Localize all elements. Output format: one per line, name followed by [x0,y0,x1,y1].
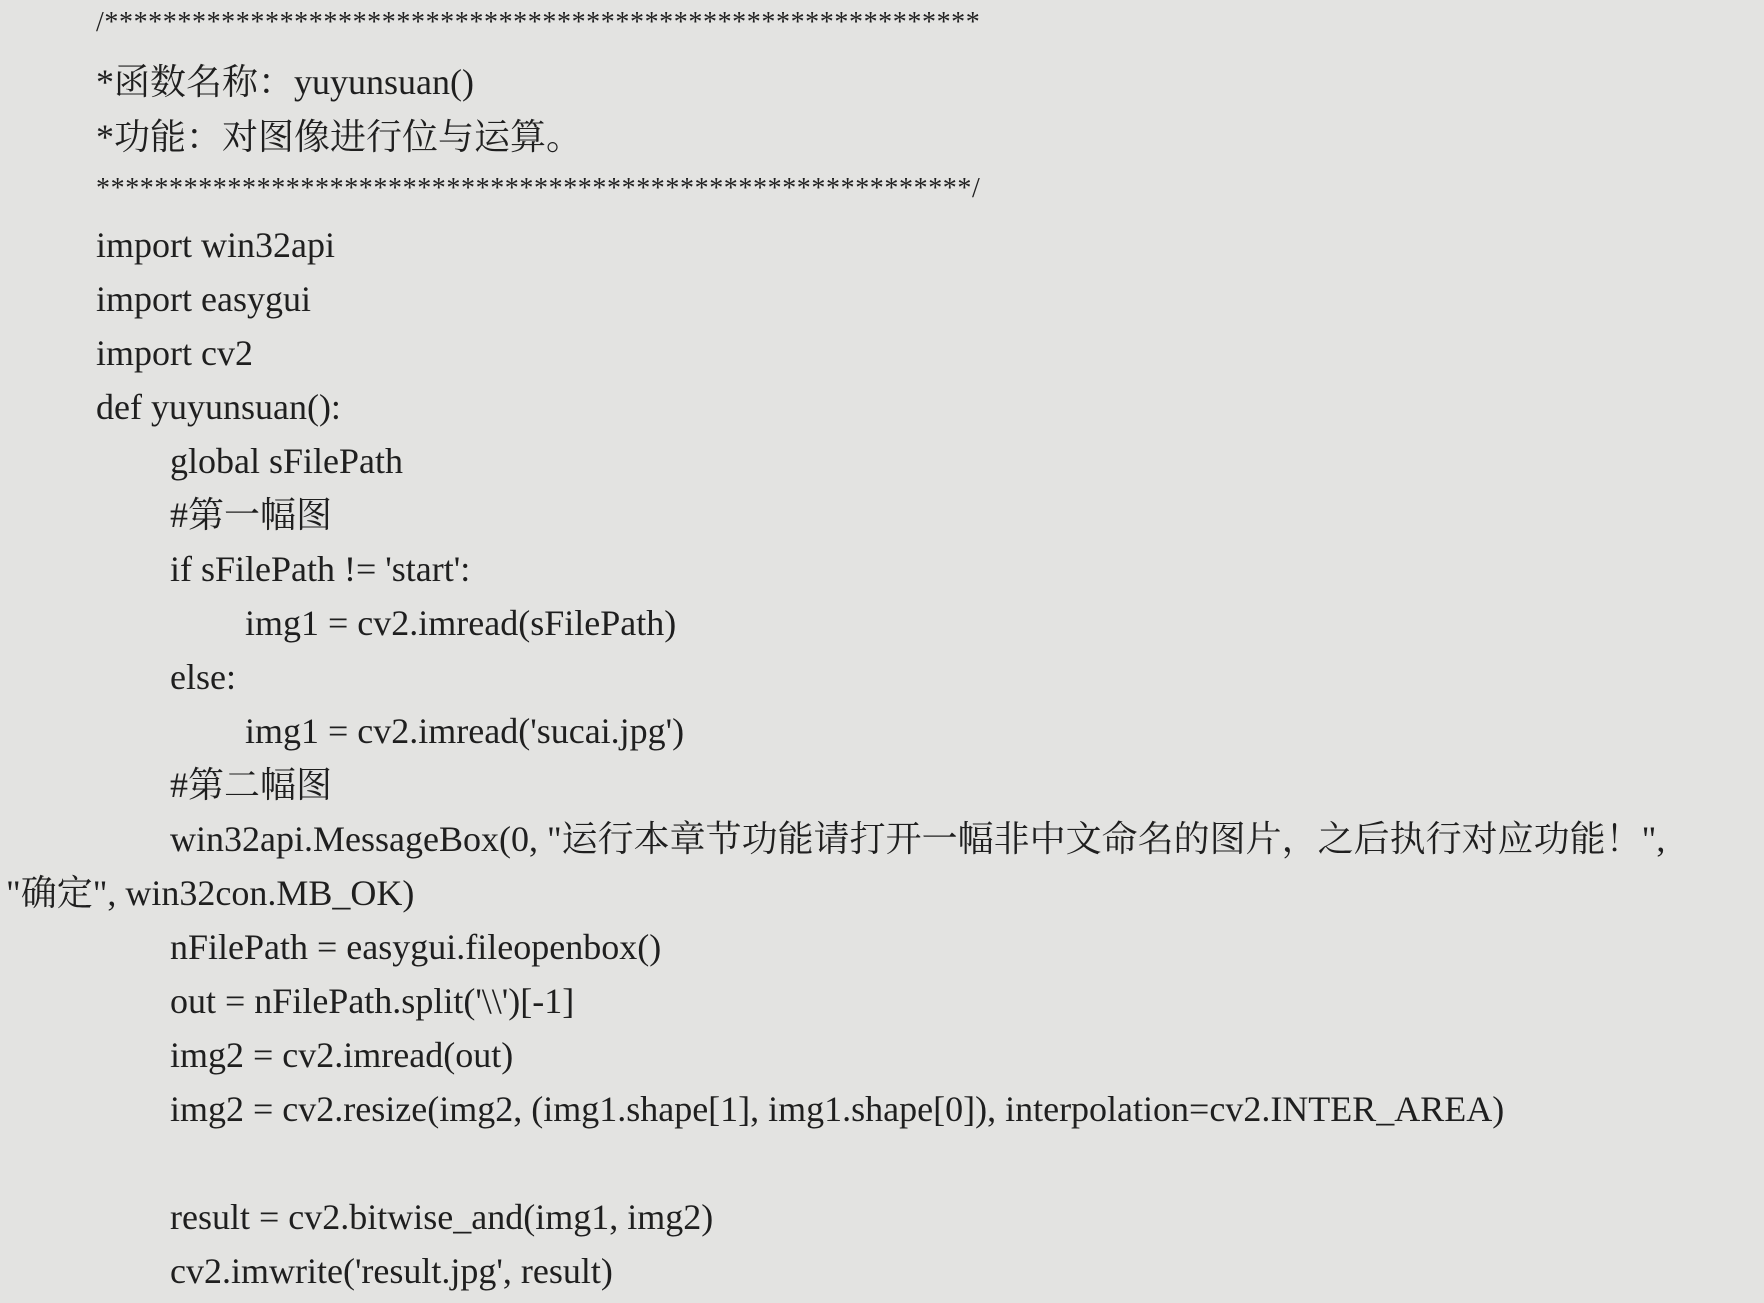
comment-function-desc: *功能：对图像进行位与运算。 [96,117,583,157]
code-line-split: out = nFilePath.split('\\')[-1] [170,981,575,1021]
code-line-import-win32api: import win32api [96,225,335,265]
code-line-import-easygui: import easygui [96,279,311,319]
code-line-imread-path: img1 = cv2.imread(sFilePath) [245,603,677,643]
code-line-imwrite: cv2.imwrite('result.jpg', result) [170,1251,613,1291]
code-comment-first-image: #第一幅图 [170,495,333,535]
comment-border-bottom: ************************************************************/ [96,173,981,204]
comment-border-top: /************************************************************ [96,7,981,38]
code-line-else: else: [170,657,236,697]
code-line-if: if sFilePath != 'start': [170,549,471,589]
code-line-imread-out: img2 = cv2.imread(out) [170,1035,514,1075]
comment-function-name: *函数名称：yuyunsuan() [96,62,474,102]
code-line-messagebox-cont: "确定", win32con.MB_OK) [6,873,415,913]
code-line-bitwise-and: result = cv2.bitwise_and(img1, img2) [170,1197,714,1237]
code-comment-second-image: #第二幅图 [170,765,333,805]
code-line-fileopenbox: nFilePath = easygui.fileopenbox() [170,927,662,967]
code-line-imread-sucai: img1 = cv2.imread('sucai.jpg') [245,711,685,751]
code-line-global: global sFilePath [170,441,403,481]
code-line-import-cv2: import cv2 [96,333,253,373]
code-line-resize: img2 = cv2.resize(img2, (img1.shape[1], img1.shape[0]), interpolation=cv2.INTER_AREA) [170,1089,1505,1129]
code-line-def: def yuyunsuan(): [96,387,341,427]
code-line-messagebox: win32api.MessageBox(0, "运行本章节功能请打开一幅非中文命名的图片，之后执行对应功能！", [170,819,1666,859]
